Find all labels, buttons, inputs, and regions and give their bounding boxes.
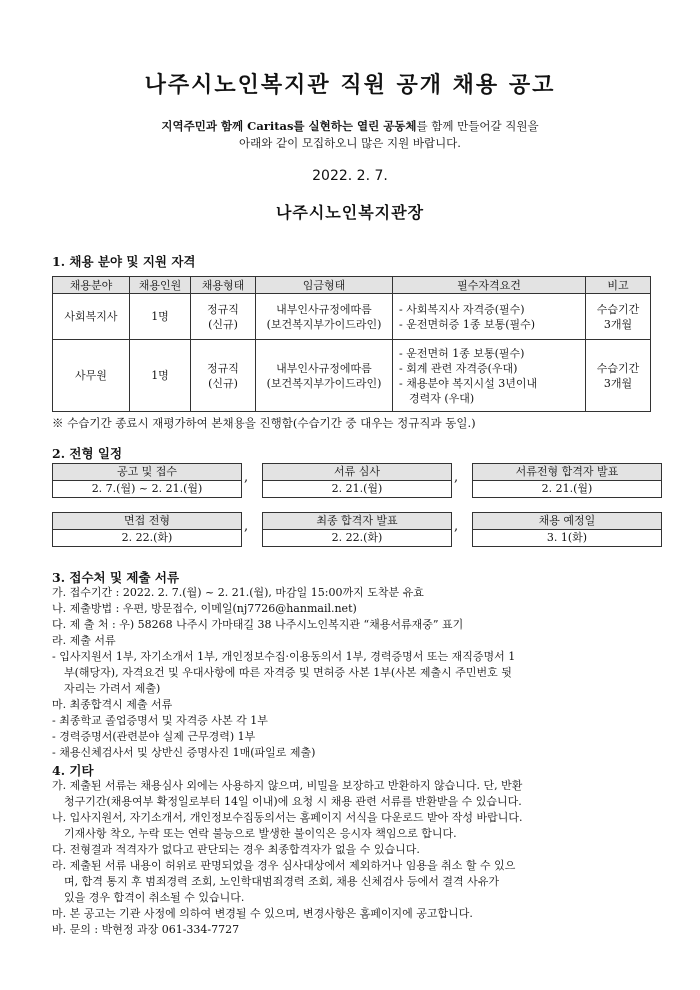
page-title: 나주시노인복지관 직원 공개 채용 공고 bbox=[144, 72, 556, 98]
recruit-table bbox=[52, 276, 651, 412]
pay-line2: (보건복지부가이드라인) bbox=[266, 376, 382, 390]
section4-line: 기재사항 착오, 누락 또는 연락 불능으로 발생한 불이익은 응시자 책임으로 합니다. bbox=[64, 827, 457, 840]
type-line2: (신규) bbox=[208, 376, 238, 390]
section4-line: 있을 경우 합격이 취소될 수 있습니다. bbox=[64, 891, 245, 904]
note-line2: 3개월 bbox=[603, 376, 633, 390]
schedule-step bbox=[52, 463, 242, 498]
section4-body bbox=[52, 778, 652, 938]
section4-line: 마. 본 공고는 기관 사정에 의하여 변경될 수 있으며, 변경사항은 홈페이지에 공고합니다. bbox=[52, 907, 473, 920]
step-value: 2. 22.(화) bbox=[121, 531, 173, 544]
pay-line1: 내부인사규정에따름 bbox=[276, 302, 372, 316]
section4-line: 가. 제출된 서류는 채용심사 외에는 사용하지 않으며, 비밀을 보장하고 반환하지 않습니다. 단, 반환 bbox=[52, 779, 523, 792]
intro-text bbox=[0, 118, 700, 152]
section1-heading: 1. 채용 분야 및 지원 자격 bbox=[52, 254, 196, 269]
section3-line: - 경력증명서(관련분야 실제 근무경력) 1부 bbox=[52, 730, 256, 743]
req-line: - 운전면허증 1종 보통(필수) bbox=[399, 317, 536, 331]
req-line: 경력자 (우대) bbox=[409, 391, 475, 405]
header-note: 비고 bbox=[586, 277, 651, 294]
step-value: 2. 21.(월) bbox=[541, 482, 593, 495]
pay-line2: (보건복지부가이드라인) bbox=[266, 317, 382, 331]
separator: , bbox=[454, 519, 459, 534]
section3-line: - 채용신체검사서 및 상반신 증명사진 1매(파일로 제출) bbox=[52, 746, 316, 759]
section3-line: - 입사지원서 1부, 자기소개서 1부, 개인정보수집·이용동의서 1부, 경력증명서 또는 재직증명서 1 bbox=[52, 650, 516, 663]
step-label: 서류전형 합격자 발표 bbox=[473, 464, 661, 481]
step-label: 서류 심사 bbox=[263, 464, 451, 481]
table-row bbox=[53, 294, 651, 340]
row-type bbox=[191, 294, 256, 340]
step-value: 2. 7.(월) ~ 2. 21.(월) bbox=[91, 482, 203, 495]
header-requirements: 필수자격요건 bbox=[393, 277, 586, 294]
pay-line1: 내부인사규정에따름 bbox=[276, 361, 372, 375]
row-pay bbox=[256, 294, 393, 340]
schedule-step bbox=[262, 463, 452, 498]
section3-line: 나. 제출방법 : 우편, 방문접수, 이메일(nj7726@hanmail.net) bbox=[52, 602, 357, 615]
step-label: 최종 합격자 발표 bbox=[263, 513, 451, 530]
header-field: 채용분야 bbox=[53, 277, 130, 294]
row-note bbox=[586, 340, 651, 412]
req-line: - 회계 관련 자격증(우대) bbox=[399, 361, 518, 375]
row-pay bbox=[256, 340, 393, 412]
section4-line: 바. 문의 : 박현정 과장 061-334-7727 bbox=[52, 923, 240, 936]
type-line1: 정규직 bbox=[207, 361, 239, 375]
probation-footnote: ※ 수습기간 종료시 재평가하여 본채용을 진행함(수습기간 중 대우는 정규직과 동일.) bbox=[52, 416, 476, 430]
row-type bbox=[191, 340, 256, 412]
header-pay: 임금형태 bbox=[256, 277, 393, 294]
announcement-date: 2022. 2. 7. bbox=[312, 168, 388, 184]
row-field: 사회복지사 bbox=[53, 294, 130, 340]
step-label: 공고 및 접수 bbox=[53, 464, 241, 481]
type-line1: 정규직 bbox=[207, 302, 239, 316]
step-label: 채용 예정일 bbox=[473, 513, 661, 530]
schedule-step bbox=[52, 512, 242, 547]
req-line: - 운전면허 1종 보통(필수) bbox=[399, 346, 525, 360]
schedule-step bbox=[472, 512, 662, 547]
section2-heading: 2. 전형 일정 bbox=[52, 446, 123, 461]
step-value: 2. 21.(월) bbox=[331, 482, 383, 495]
header-count: 채용인원 bbox=[130, 277, 191, 294]
section4-line: 청구기간(채용여부 확정일로부터 14일 이내)에 요청 시 채용 관련 서류를 반환받을 수 있습니다. bbox=[64, 795, 522, 808]
row-note bbox=[586, 294, 651, 340]
section4-line: 나. 입사지원서, 자기소개서, 개인정보수집동의서는 홈페이지 서식을 다운로드 받아 작성 바랍니다. bbox=[52, 811, 523, 824]
intro-line2: 아래와 같이 모집하오니 많은 지원 바랍니다. bbox=[239, 136, 461, 150]
row-requirements bbox=[393, 340, 586, 412]
separator: , bbox=[244, 470, 249, 485]
separator: , bbox=[454, 470, 459, 485]
row-requirements bbox=[393, 294, 586, 340]
table-row bbox=[53, 340, 651, 412]
section4-heading: 4. 기타 bbox=[52, 763, 94, 778]
row-field: 사무원 bbox=[53, 340, 130, 412]
section3-line: 부(해당자), 자격요건 및 우대사항에 따른 자격증 및 면허증 사본 1부(사본 제출시 주민번호 뒷 bbox=[64, 666, 512, 679]
row-count: 1명 bbox=[130, 294, 191, 340]
req-line: - 사회복지사 자격증(필수) bbox=[399, 302, 525, 316]
section3-line: 다. 제 출 처 : 우) 58268 나주시 가마태길 38 나주시노인복지관 “채용서류재중” 표기 bbox=[52, 618, 464, 631]
table-header-row bbox=[53, 277, 651, 294]
section3-body bbox=[52, 585, 652, 761]
section3-line: 마. 최종합격시 제출 서류 bbox=[52, 698, 173, 711]
section3-line: - 최종학교 졸업증명서 및 자격증 사본 각 1부 bbox=[52, 714, 268, 727]
section4-line: 며, 합격 통지 후 범죄경력 조회, 노인학대범죄경력 조회, 채용 신체검사 등에서 결격 사유가 bbox=[64, 875, 499, 888]
schedule-step bbox=[472, 463, 662, 498]
section4-line: 다. 전형결과 적격자가 없다고 판단되는 경우 최종합격자가 없을 수 있습니다. bbox=[52, 843, 420, 856]
row-count: 1명 bbox=[130, 340, 191, 412]
step-label: 면접 전형 bbox=[53, 513, 241, 530]
intro-line1-prefix: 지역주민과 함께 Caritas를 실현하는 열린 공동체 bbox=[161, 119, 417, 133]
req-line: - 채용분야 복지시설 3년이내 bbox=[399, 376, 538, 390]
section3-line: 가. 접수기간 : 2022. 2. 7.(월) ~ 2. 21.(월), 마감일 15:00까지 도착분 유효 bbox=[52, 586, 424, 599]
type-line2: (신규) bbox=[208, 317, 238, 331]
section4-line: 라. 제출된 서류 내용이 허위로 판명되었을 경우 심사대상에서 제외하거나 임용을 취소 할 수 있으 bbox=[52, 859, 516, 872]
note-line1: 수습기간 bbox=[596, 361, 640, 375]
step-value: 3. 1(화) bbox=[546, 531, 588, 544]
step-value: 2. 22.(화) bbox=[331, 531, 383, 544]
section3-heading: 3. 접수처 및 제출 서류 bbox=[52, 570, 180, 585]
header-type: 채용형태 bbox=[191, 277, 256, 294]
intro-line1-suffix: 를 함께 만들어갈 직원을 bbox=[416, 119, 539, 133]
organization-name: 나주시노인복지관장 bbox=[275, 203, 425, 222]
note-line1: 수습기간 bbox=[596, 302, 640, 316]
section3-line: 라. 제출 서류 bbox=[52, 634, 116, 647]
section3-line: 자리는 가려서 제출) bbox=[64, 682, 161, 695]
note-line2: 3개월 bbox=[603, 317, 633, 331]
separator: , bbox=[244, 519, 249, 534]
schedule-step bbox=[262, 512, 452, 547]
